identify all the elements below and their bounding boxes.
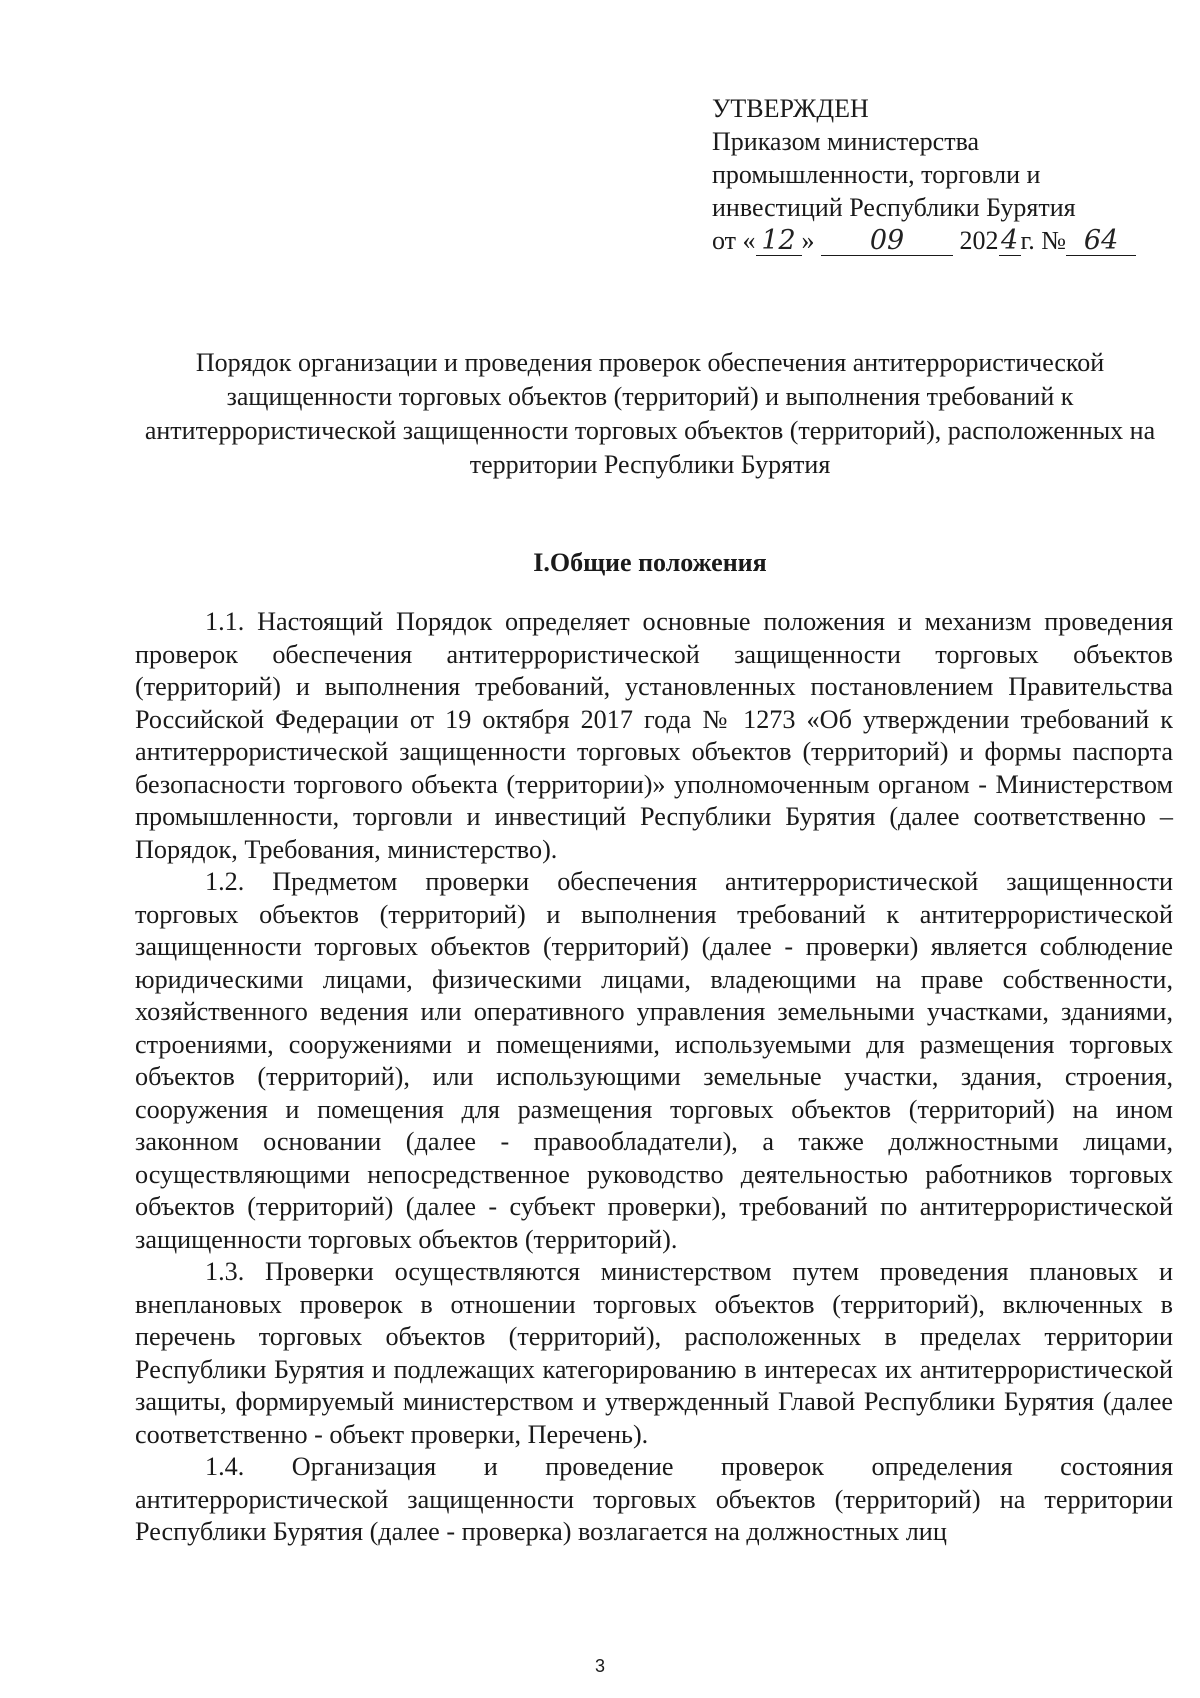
handwritten-day: 12	[756, 227, 802, 256]
approval-heading: УТВЕРЖДЕН	[712, 94, 869, 123]
handwritten-order-number: 64	[1066, 227, 1136, 256]
document-title: Порядок организации и проведения проверок обеспечения антитеррористической защищенности торговых объектов (территорий) и выполнения требований к антитеррористической защищенности торговых объектов (территорий), расположенных на территории Республики Бурятия	[144, 348, 1156, 479]
paragraph-1-2: 1.2. Предметом проверки обеспечения антитеррористической защищенности торговых объектов (территорий) и выполнения требований к антитеррористической защищенности торговых объектов (территорий) (далее - проверки) является соблюдение юридическими лицами, физическими лицами, владеющими на праве собственности, хозяйственного ведения или оперативного управления земельными участками, зданиями, строениями, сооружениями и помещениями, используемыми для размещения торговых объектов (территорий), или использующими земельные участки, здания, строения, сооружения и помещения для размещения торговых объектов (территорий) на ином законном основании (далее - правообладатели), а также должностными лицами, осуществляющими непосредственное руководство деятельностью работников торговых объектов (территорий) (далее - субъект проверки), требований по антитеррористической защищенности торговых объектов (территорий).	[135, 867, 1173, 1254]
handwritten-year-digit: 4	[999, 227, 1021, 256]
page-number: 3	[594, 1656, 605, 1676]
year-prefix: 202	[959, 226, 999, 255]
approval-block	[712, 92, 1152, 257]
approval-line: инвестиций Республики Бурятия	[712, 193, 1076, 222]
year-suffix: г. №	[1020, 226, 1067, 255]
date-mid: »	[801, 226, 815, 255]
paragraph-1-4: 1.4. Организация и проведение проверок определения состояния антитеррористической защищенности торговых объектов (территорий) на территории Республики Бурятия (далее - проверка) возлагается на должностных лиц	[135, 1452, 1173, 1546]
approval-date-line	[712, 224, 1152, 257]
paragraph-1-3: 1.3. Проверки осуществляются министерством путем проведения плановых и внеплановых проверок в отношении торговых объектов (территорий), включенных в перечень торговых объектов (территорий), расположенных в пределах территории Республики Бурятия и подлежащих категорированию в интересах их антитеррористической защиты, формируемый министерством и утвержденный Главой Республики Бурятия (далее соответственно - объект проверки, Перечень).	[135, 1257, 1173, 1449]
paragraph-1-1: 1.1. Настоящий Порядок определяет основные положения и механизм проведения проверок обеспечения антитеррористической защищенности торговых объектов (территорий) и выполнения требований, установленных постановлением Правительства Российской Федерации от 19 октября 2017 года № 1273 «Об утверждении требований к антитеррористической защищенности торговых объектов (территорий) и формы паспорта безопасности торгового объекта (территории)» уполномоченным органом - Министерством промышленности, торговли и инвестиций Республики Бурятия (далее соответственно – Порядок, Требования, министерство).	[135, 607, 1173, 864]
handwritten-month: 09	[821, 227, 953, 256]
section-title: I.Общие положения	[533, 548, 767, 577]
date-prefix: от «	[712, 226, 756, 255]
approval-line: Приказом министерства	[712, 127, 980, 156]
document-body	[135, 606, 1173, 1549]
approval-line: промышленности, торговли и	[712, 160, 1041, 189]
